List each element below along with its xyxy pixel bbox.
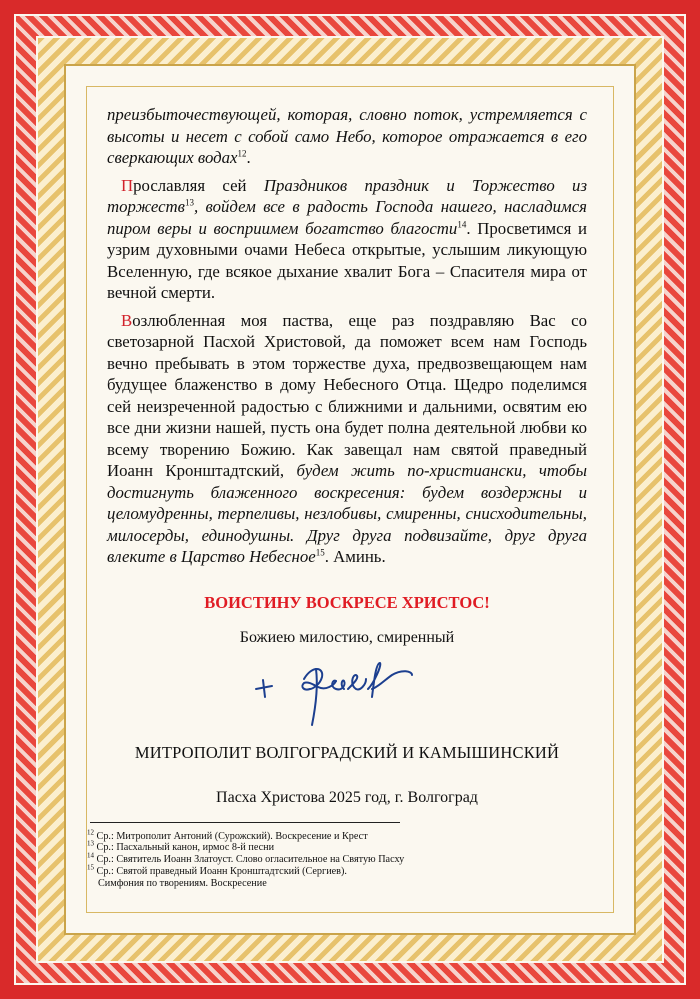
signature-image bbox=[252, 655, 422, 730]
footnote-text: Ср.: Пасхальный канон, ирмос 8-й песни bbox=[96, 842, 275, 854]
signer-title: МИТРОПОЛИТ ВОЛГОГРАДСКИЙ И КАМЫШИНСКИЙ bbox=[134, 742, 560, 762]
footnote-num: 15 bbox=[87, 863, 94, 872]
handwritten-signature bbox=[107, 655, 587, 735]
footnote-14 bbox=[87, 851, 587, 866]
footnote-13 bbox=[87, 839, 587, 854]
footnotes bbox=[87, 828, 587, 890]
footnote-ref-12: 12 bbox=[237, 148, 247, 159]
paragraph-2 bbox=[107, 175, 587, 304]
footnote-ref-15: 15 bbox=[315, 547, 325, 558]
p2-text-1: рославляя сей bbox=[133, 175, 264, 195]
letter-content bbox=[87, 104, 587, 889]
paragraph-3 bbox=[107, 310, 587, 568]
paragraph-1 bbox=[107, 104, 587, 169]
footnote-num: 12 bbox=[87, 828, 94, 837]
p2-italic-1: Праздников праздник и Торжество из торжеств bbox=[107, 175, 587, 216]
drop-letter-v: В bbox=[121, 310, 133, 330]
easter-proclamation: ВОИСТИНУ ВОСКРЕСЕ ХРИСТОС! bbox=[204, 592, 490, 612]
p1-end: . bbox=[246, 148, 251, 167]
footnote-text: Ср.: Святитель Иоанн Златоуст. Слово огласительное на Святую Пасху bbox=[96, 854, 405, 866]
date-line: Пасха Христова 2025 год, г. Волгоград bbox=[216, 788, 478, 806]
footnote-12 bbox=[87, 828, 587, 843]
footnote-ref-13: 13 bbox=[184, 197, 194, 208]
footnote-15-continuation: Симфония по творениям. Воскресение bbox=[98, 877, 267, 889]
p2-italic-2: , войдем все в радость Господа нашего, насладимся пиром веры и восприимем богатство благости bbox=[107, 197, 587, 238]
footnote-15 bbox=[87, 863, 587, 878]
footnote-text: Ср.: Митрополит Антоний (Сурожский). Воскресение и Крест bbox=[96, 830, 368, 842]
p3-text-1: озлюбленная моя паства, еще раз поздравляю Вас со светозарной Пасхой Христовой, да поможет всем нам Господь вечно пребывать в этом торжестве духа, предвозвещающем нам будущее блаженство в дому Небесного Отца. Щедро поделимся сей неизреченной радостью с ближними и дальними, освятим ею все дни жизни нашей, пусть она будет полна деятельной любви ко всему творению Божию. Как завещал нам святой праведный Иоанн Кронштадтский, bbox=[107, 310, 587, 480]
p1-italic: преизбыточествующей, которая, словно поток, устремляется с высоты и несет с собой само Небо, которое отражается в его сверкающих водах bbox=[107, 105, 587, 167]
footnote-separator bbox=[90, 822, 400, 823]
p3-amen: . Аминь. bbox=[324, 547, 386, 566]
p2-text-2: . Просветимся и узрим духовными очами Небеса открытые, услышим ликующую Вселенную, где всякое дыхание хвалит Бога – Спасителя мира от вечной смерти. bbox=[107, 218, 587, 302]
footnote-ref-14: 14 bbox=[457, 218, 467, 229]
p3-italic-quote: будем жить по-христиански, чтобы достигнуть блаженного воскресения: будем воздержны и целомудренны, терпеливы, незлобивы, смиренны, снисходительны, милосерды, единодушны. Друг друга подвизайте, друг друга влеките в Царство Небесное bbox=[107, 461, 587, 566]
footnote-num: 14 bbox=[87, 851, 94, 860]
footnote-num: 13 bbox=[87, 839, 94, 848]
footnote-text: Ср.: Святой праведный Иоанн Кронштадтский (Сергиев). bbox=[96, 865, 347, 877]
drop-letter-p: П bbox=[121, 175, 134, 195]
mercy-line: Божиею милостию, смиренный bbox=[239, 628, 455, 646]
